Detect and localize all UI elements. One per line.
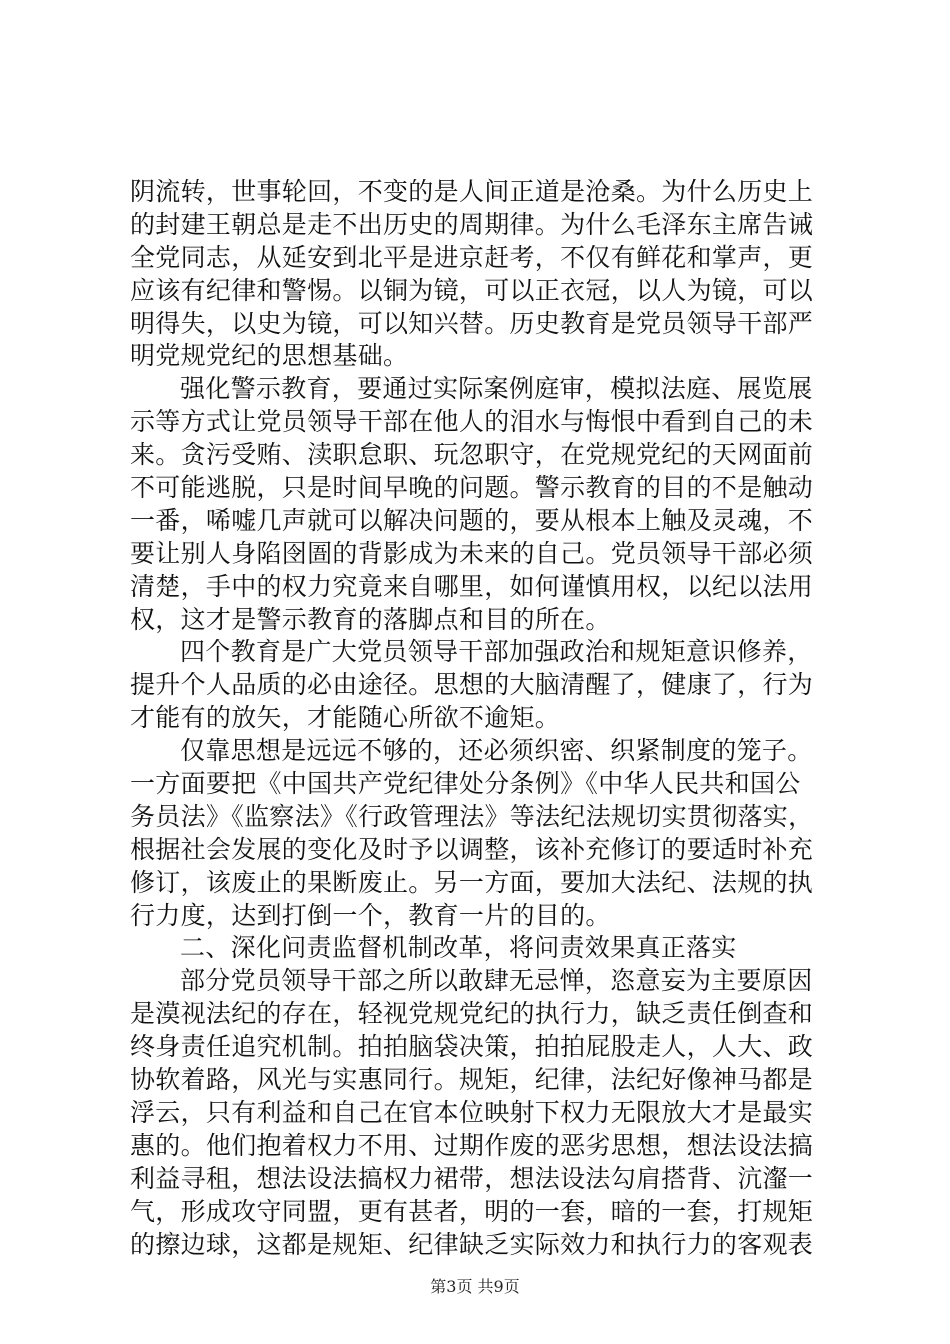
- text-line: 提升个人品质的必由途径。思想的大脑清醒了，健康了，行为: [130, 670, 814, 700]
- text-line: 的封建王朝总是走不出历史的周期律。为什么毛泽东主席告诫: [130, 209, 814, 239]
- text-line: 气，形成攻守同盟，更有甚者，明的一套，暗的一套，打规矩: [130, 1196, 814, 1226]
- text-line: 修订，该废止的果断废止。另一方面，要加大法纪、法规的执: [130, 867, 814, 897]
- text-line: 不可能逃脱，只是时间早晚的问题。警示教育的目的不是触动: [130, 473, 814, 503]
- text-line: 示等方式让党员领导干部在他人的泪水与悔恨中看到自己的未: [130, 407, 814, 437]
- text-line: 部分党员领导干部之所以敢肆无忌惮，恣意妄为主要原因: [180, 966, 813, 996]
- text-line: 四个教育是广大党员领导干部加强政治和规矩意识修养，: [180, 637, 813, 667]
- text-line: 仅靠思想是远远不够的，还必须织密、织紧制度的笼子。: [180, 736, 813, 766]
- text-line: 明党规党纪的思想基础。: [130, 341, 409, 371]
- text-line: 是漠视法纪的存在，轻视党规党纪的执行力，缺乏责任倒查和: [130, 999, 814, 1029]
- text-line: 协软着路，风光与实惠同行。规矩，纪律，法纪好像神马都是: [130, 1065, 814, 1095]
- text-line: 明得失，以史为镜，可以知兴替。历史教育是党员领导干部严: [130, 308, 814, 338]
- text-line: 权，这才是警示教育的落脚点和目的所在。: [130, 604, 611, 634]
- text-line: 才能有的放矢，才能随心所欲不逾矩。: [130, 703, 561, 733]
- text-line: 惠的。他们抱着权力不用、过期作废的恶劣思想，想法设法搞: [130, 1130, 814, 1160]
- body-text: [130, 176, 830, 1261]
- text-line: 清楚，手中的权力究竟来自哪里，如何谨慎用权，以纪以法用: [130, 571, 814, 601]
- text-line: 阴流转，世事轮回，不变的是人间正道是沧桑。为什么历史上: [130, 177, 814, 206]
- text-line: 根据社会发展的变化及时予以调整，该补充修订的要适时补充: [130, 834, 814, 864]
- page-number-footer: 第3页 共9页: [430, 1277, 520, 1296]
- text-line: 的擦边球，这都是规矩、纪律缺乏实际效力和执行力的客观表: [130, 1229, 814, 1259]
- text-line: 应该有纪律和警惕。以铜为镜，可以正衣冠，以人为镜，可以: [130, 275, 814, 305]
- text-line: 行力度，达到打倒一个，教育一片的目的。: [130, 900, 611, 930]
- text-line: 终身责任追究机制。拍拍脑袋决策，拍拍屁股走人，人大、政: [130, 1032, 814, 1062]
- text-line: 来。贪污受贿、渎职怠职、玩忽职守，在党规党纪的天网面前: [130, 440, 814, 470]
- text-line: 务员法》《监察法》《行政管理法》等法纪法规切实贯彻落实，: [130, 801, 814, 831]
- text-line: 二、深化问责监督机制改革，将问责效果真正落实: [180, 933, 737, 963]
- text-line: 浮云，只有利益和自己在官本位映射下权力无限放大才是最实: [130, 1097, 814, 1127]
- text-line: 全党同志，从延安到北平是进京赶考，不仅有鲜花和掌声，更: [130, 242, 814, 272]
- text-line: 一番，唏嘘几声就可以解决问题的，要从根本上触及灵魂，不: [130, 505, 814, 535]
- text-line: 要让别人身陷囹圄的背影成为未来的自己。党员领导干部必须: [130, 538, 814, 568]
- text-line: 一方面要把《中国共产党纪律处分条例》《中华人民共和国公: [130, 769, 801, 799]
- text-line: 利益寻租，想法设法搞权力裙带，想法设法勾肩搭背、沆瀣一: [130, 1163, 814, 1193]
- text-line: 强化警示教育，要通过实际案例庭审，模拟法庭、展览展: [180, 374, 813, 404]
